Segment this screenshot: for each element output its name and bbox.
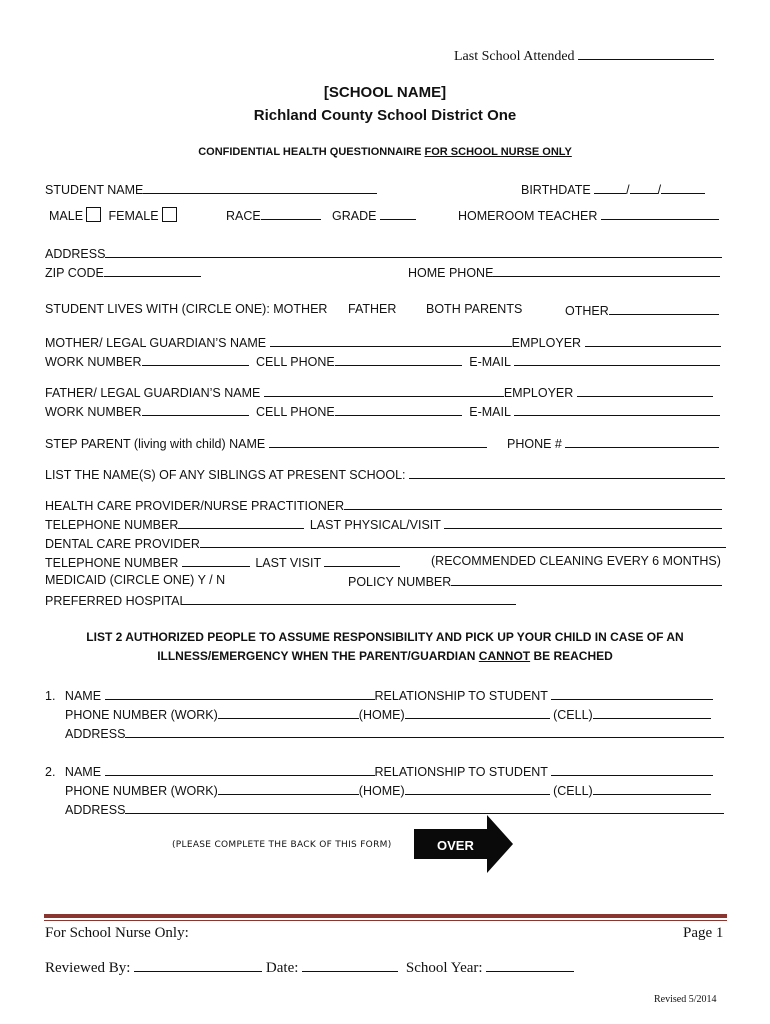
nurse-only-heading: For School Nurse Only:	[45, 925, 189, 941]
person2-address-row	[65, 801, 724, 818]
lives-with-both[interactable]: BOTH PARENTS	[426, 302, 523, 316]
last-school-field[interactable]	[578, 47, 714, 60]
dental-tel-field[interactable]	[182, 554, 250, 567]
hospital-label: PREFERRED HOSPITAL	[45, 594, 187, 608]
medicaid-label[interactable]: MEDICAID (CIRCLE ONE) Y / N	[45, 573, 226, 587]
person1-name-label: NAME	[64, 689, 102, 703]
zip-row	[45, 264, 201, 281]
divider-thin	[44, 920, 727, 921]
last-visit-field[interactable]	[324, 554, 400, 567]
person1-relationship-label: RELATIONSHIP TO STUDENT	[374, 689, 548, 703]
provider-row	[45, 497, 722, 514]
female-label: FEMALE	[108, 209, 159, 223]
school-name: [SCHOOL NAME]	[323, 84, 447, 101]
male-label: MALE	[49, 209, 84, 223]
person1-name-field[interactable]	[105, 687, 375, 700]
race-label: RACE	[226, 209, 261, 223]
person2-name-label: NAME	[64, 765, 102, 779]
mother-work-field[interactable]	[142, 353, 249, 366]
father-name-field[interactable]	[264, 384, 504, 397]
policy-label: POLICY NUMBER	[348, 575, 452, 589]
page-number: Page 1	[683, 925, 724, 941]
person1-relationship-field[interactable]	[551, 687, 713, 700]
complete-back-note: (PLEASE COMPLETE THE BACK OF THIS FORM)	[172, 840, 392, 850]
lives-with-father[interactable]: FATHER	[348, 302, 397, 316]
male-checkbox[interactable]	[86, 207, 101, 222]
person2-number: 2.	[45, 765, 56, 779]
date-slash: /	[626, 183, 630, 197]
person1-home-label: (HOME)	[358, 708, 405, 722]
over-label: OVER	[437, 838, 474, 853]
person2-relationship-field[interactable]	[551, 763, 713, 776]
mother-email-label: E-MAIL	[469, 355, 511, 369]
person1-name-row	[45, 687, 713, 704]
questionnaire-underlined: FOR SCHOOL NURSE ONLY	[424, 146, 572, 158]
dental-field[interactable]	[200, 535, 726, 548]
homeroom-label: HOMEROOM TEACHER	[458, 209, 598, 223]
review-date-label: Date:	[265, 960, 299, 976]
review-date-field[interactable]	[302, 959, 398, 972]
father-cell-field[interactable]	[335, 403, 462, 416]
step-parent-row	[45, 435, 487, 452]
recommended-note: (RECOMMENDED CLEANING EVERY 6 MONTHS)	[431, 554, 721, 568]
father-work-label: WORK NUMBER	[45, 405, 142, 419]
step-phone-row	[507, 435, 719, 452]
step-parent-label: STEP PARENT (living with child) NAME	[45, 437, 266, 451]
authorized-heading-2b: BE REACHED	[533, 649, 613, 663]
mother-name-row	[45, 334, 721, 351]
home-phone-row	[408, 264, 720, 281]
school-year-label: School Year:	[405, 960, 483, 976]
siblings-label: LIST THE NAME(S) OF ANY SIBLINGS AT PRESENT SCHOOL:	[45, 468, 406, 482]
father-employer-label: EMPLOYER	[503, 386, 574, 400]
person1-home-field[interactable]	[405, 706, 550, 719]
father-email-label: E-MAIL	[469, 405, 511, 419]
authorized-heading-1: LIST 2 AUTHORIZED PEOPLE TO ASSUME RESPONSIBILITY AND PICK UP YOUR CHILD IN CASE OF AN	[86, 630, 684, 644]
person1-phone-row	[65, 706, 711, 723]
person2-address-field[interactable]	[125, 801, 724, 814]
birthdate-row	[521, 181, 705, 198]
person2-relationship-label: RELATIONSHIP TO STUDENT	[374, 765, 548, 779]
race-row	[226, 207, 321, 224]
last-physical-field[interactable]	[444, 516, 722, 529]
father-employer-field[interactable]	[577, 384, 713, 397]
dental-phone-row	[45, 554, 400, 571]
mother-phone-row	[45, 353, 720, 370]
person2-phone-row	[65, 782, 711, 799]
person1-address-field[interactable]	[125, 725, 724, 738]
homeroom-row	[458, 207, 719, 224]
dental-row	[45, 535, 726, 552]
step-parent-field[interactable]	[269, 435, 487, 448]
birthdate-label: BIRTHDATE	[521, 183, 591, 197]
person2-name-field[interactable]	[105, 763, 375, 776]
mother-name-label: MOTHER/ LEGAL GUARDIAN’S NAME	[45, 336, 267, 350]
person2-work-field[interactable]	[218, 782, 359, 795]
mother-cell-label: CELL PHONE	[256, 355, 335, 369]
divider-thick	[44, 914, 727, 918]
mother-email-field[interactable]	[514, 353, 720, 366]
student-name-field[interactable]	[143, 181, 377, 194]
birth-month-field[interactable]	[594, 181, 626, 194]
person2-work-label: PHONE NUMBER (WORK)	[65, 784, 218, 798]
grade-field[interactable]	[380, 207, 416, 220]
mother-cell-field[interactable]	[335, 353, 462, 366]
revised-date: Revised 5/2014	[654, 994, 717, 1005]
hospital-field[interactable]	[186, 592, 516, 605]
last-visit-label: LAST VISIT	[255, 556, 321, 570]
person2-cell-field[interactable]	[593, 782, 711, 795]
provider-label: HEALTH CARE PROVIDER/NURSE PRACTITIONER	[45, 499, 345, 513]
address-field[interactable]	[105, 245, 722, 258]
person2-home-field[interactable]	[405, 782, 550, 795]
date-slash: /	[657, 183, 662, 197]
step-phone-field[interactable]	[565, 435, 719, 448]
mother-name-field[interactable]	[270, 334, 512, 347]
policy-row	[348, 573, 722, 590]
grade-row	[332, 207, 416, 224]
person1-work-label: PHONE NUMBER (WORK)	[65, 708, 218, 722]
provider-phone-row	[45, 516, 722, 533]
grade-label: GRADE	[332, 209, 377, 223]
reviewed-by-label: Reviewed By:	[45, 960, 131, 976]
person2-cell-label: (CELL)	[553, 784, 593, 798]
home-phone-field[interactable]	[493, 264, 720, 277]
person1-number: 1.	[45, 689, 56, 703]
person1-work-field[interactable]	[218, 706, 359, 719]
home-phone-label: HOME PHONE	[408, 266, 494, 280]
father-work-field[interactable]	[142, 403, 249, 416]
person2-address-label: ADDRESS	[65, 803, 126, 817]
provider-tel-label: TELEPHONE NUMBER	[45, 518, 179, 532]
last-physical-label: LAST PHYSICAL/VISIT	[309, 518, 441, 532]
person2-home-label: (HOME)	[358, 784, 405, 798]
address-label: ADDRESS	[45, 247, 106, 261]
lives-with-row	[45, 302, 327, 317]
gender-row	[49, 207, 181, 224]
person2-name-row	[45, 763, 713, 780]
dental-label: DENTAL CARE PROVIDER	[45, 537, 200, 551]
race-field[interactable]	[261, 207, 321, 220]
reviewed-row	[45, 959, 574, 977]
mother-work-label: WORK NUMBER	[45, 355, 142, 369]
father-phone-row	[45, 403, 720, 420]
father-name-label: FATHER/ LEGAL GUARDIAN’S NAME	[45, 386, 261, 400]
student-name-label: STUDENT NAME	[45, 183, 144, 197]
cannot-underlined: CANNOT	[478, 649, 531, 663]
authorized-heading-2a: ILLNESS/EMERGENCY WHEN THE PARENT/GUARDIAN	[157, 649, 476, 663]
person1-cell-field[interactable]	[593, 706, 711, 719]
zip-field[interactable]	[104, 264, 201, 277]
step-phone-label: PHONE #	[507, 437, 562, 451]
last-school-attended	[454, 47, 714, 65]
authorized-heading-2	[0, 649, 770, 663]
policy-field[interactable]	[451, 573, 722, 586]
last-school-label: Last School Attended	[454, 49, 575, 64]
dental-tel-label: TELEPHONE NUMBER	[45, 556, 179, 570]
person1-cell-label: (CELL)	[553, 708, 593, 722]
provider-tel-field[interactable]	[178, 516, 304, 529]
provider-field[interactable]	[344, 497, 722, 510]
district-name: Richland County School District One	[253, 107, 517, 124]
father-email-field[interactable]	[514, 403, 720, 416]
lives-with-other[interactable]: OTHER	[565, 304, 609, 318]
father-cell-label: CELL PHONE	[256, 405, 335, 419]
person1-address-row	[65, 725, 724, 742]
hospital-row	[45, 592, 516, 609]
siblings-row	[45, 466, 725, 483]
person1-address-label: ADDRESS	[65, 727, 126, 741]
questionnaire-prefix: CONFIDENTIAL HEALTH QUESTIONNAIRE	[198, 146, 422, 158]
siblings-field[interactable]	[409, 466, 725, 479]
reviewed-by-field[interactable]	[134, 959, 262, 972]
homeroom-field[interactable]	[601, 207, 719, 220]
lives-with-label: STUDENT LIVES WITH (CIRCLE ONE): MOTHER	[45, 302, 328, 316]
birth-day-field[interactable]	[630, 181, 658, 194]
father-name-row	[45, 384, 713, 401]
birth-year-field[interactable]	[661, 181, 705, 194]
female-checkbox[interactable]	[162, 207, 177, 222]
other-field[interactable]	[609, 302, 719, 315]
lives-with-other-row	[565, 302, 719, 319]
student-name-row	[45, 181, 377, 198]
zip-label: ZIP CODE	[45, 266, 104, 280]
address-row	[45, 245, 722, 262]
school-year-field[interactable]	[486, 959, 574, 972]
mother-employer-field[interactable]	[585, 334, 721, 347]
questionnaire-title	[0, 146, 770, 158]
mother-employer-label: EMPLOYER	[511, 336, 582, 350]
